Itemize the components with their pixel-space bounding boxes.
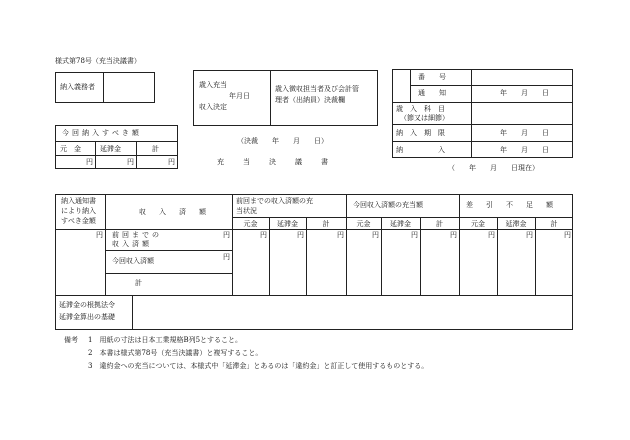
sub-short-delay: 延滞金 bbox=[505, 220, 527, 228]
decision-label-3: 収入決定 bbox=[199, 103, 227, 111]
unit-prev-total: 円 bbox=[337, 231, 344, 239]
paid-date: 年 月 日 bbox=[500, 146, 549, 154]
basis-label-1: 延滞金の根拠法令 bbox=[59, 301, 115, 309]
unit-notice: 円 bbox=[96, 231, 103, 239]
sub-prev-principal: 元金 bbox=[243, 220, 258, 228]
col-notice-amount-2: により納入 bbox=[61, 207, 96, 215]
col-notice-amount-3: すべき金額 bbox=[61, 217, 96, 225]
unit-prev-delay: 円 bbox=[297, 231, 304, 239]
row-this: 今回収入済額 bbox=[112, 257, 154, 265]
sub-this-total: 計 bbox=[436, 220, 443, 228]
payer-field[interactable] bbox=[104, 73, 154, 102]
col-this-applied: 今回収入済額の充当額 bbox=[353, 201, 423, 209]
due-now-col-total: 計 bbox=[152, 145, 159, 153]
col-notice-amount-1: 納入通知書 bbox=[61, 197, 96, 205]
sub-prev-delay: 延滞金 bbox=[277, 220, 298, 228]
unit-this-delay: 円 bbox=[411, 231, 418, 239]
due-date: 年 月 日 bbox=[500, 129, 549, 137]
decision-label-1: 歳入充当 bbox=[199, 81, 227, 89]
revenue-item-label: 歳 入 科 目 bbox=[396, 105, 445, 113]
sub-this-delay: 延滞金 bbox=[390, 220, 411, 228]
col-prev-applied-2: 当状況 bbox=[236, 207, 257, 215]
col-received: 収 入 済 額 bbox=[139, 208, 209, 216]
note-3: 3 違約金への充当については、本様式中「延滞金」とあるのは「違約金」と訂正して使用するものとする。 bbox=[88, 362, 429, 370]
payer-label: 納入義務者 bbox=[60, 83, 95, 91]
due-now-col-delay: 延滞金 bbox=[100, 145, 121, 153]
notice-label: 通 知 bbox=[418, 89, 446, 97]
basis-label-2: 延滞金算出の基礎 bbox=[59, 313, 115, 321]
paid-label: 納 入 bbox=[396, 146, 445, 154]
unit-short-principal: 円 bbox=[488, 231, 495, 239]
sub-short-total: 計 bbox=[550, 220, 558, 228]
decision-label-2: 年月日 bbox=[229, 92, 250, 100]
sub-this-principal: 元金 bbox=[356, 220, 371, 228]
sub-prev-total: 計 bbox=[322, 220, 330, 228]
unit-this-total: 円 bbox=[450, 231, 457, 239]
row-total: 計 bbox=[135, 279, 142, 287]
due-label: 納 入 期 限 bbox=[396, 129, 445, 137]
unit-short-total: 円 bbox=[564, 231, 571, 239]
notice-date: 年 月 日 bbox=[500, 89, 549, 97]
note-2: 2 本書は様式第78号（充当決議書）と複写すること。 bbox=[88, 349, 263, 357]
revenue-item-sub: （節又は細節） bbox=[400, 114, 449, 122]
notes-label: 備考 bbox=[64, 336, 78, 344]
note-1: 1 用紙の寸法は日本工業規格B列5とすること。 bbox=[88, 336, 243, 344]
row-prev-2: 収入済額 bbox=[112, 240, 152, 248]
due-now-col-principal: 元 金 bbox=[60, 145, 81, 153]
as-of-date: （ 年 月 日現在） bbox=[448, 164, 539, 172]
officer-label-1: 歳入徴収担当者及び会計管 bbox=[275, 85, 359, 93]
document-title: 充 当 決 議 書 bbox=[217, 158, 334, 166]
number-label: 番 号 bbox=[418, 73, 446, 81]
approval-date: （決裁 年 月 日） bbox=[237, 137, 328, 145]
unit-prev-principal: 円 bbox=[260, 231, 267, 239]
col-shortfall: 差 引 不 足 額 bbox=[466, 201, 556, 209]
due-now-unit-2: 円 bbox=[127, 158, 134, 166]
form-title: 様式第78号（充当決議書） bbox=[55, 57, 141, 65]
col-prev-applied-1: 前回までの収入済額の充 bbox=[236, 197, 313, 205]
officer-label-2: 理者（出納員）決裁欄 bbox=[275, 96, 345, 104]
due-now-title: 今回納入すべき額 bbox=[62, 129, 142, 137]
basis-field[interactable] bbox=[133, 296, 572, 329]
unit-received-prev: 円 bbox=[223, 231, 230, 239]
sub-short-principal: 元金 bbox=[471, 220, 485, 228]
due-now-unit-1: 円 bbox=[86, 158, 93, 166]
unit-short-delay: 円 bbox=[526, 231, 533, 239]
unit-received-this: 円 bbox=[223, 253, 230, 261]
unit-this-principal: 円 bbox=[372, 231, 379, 239]
row-prev-1: 前回までの bbox=[112, 231, 162, 239]
due-now-unit-3: 円 bbox=[168, 158, 175, 166]
